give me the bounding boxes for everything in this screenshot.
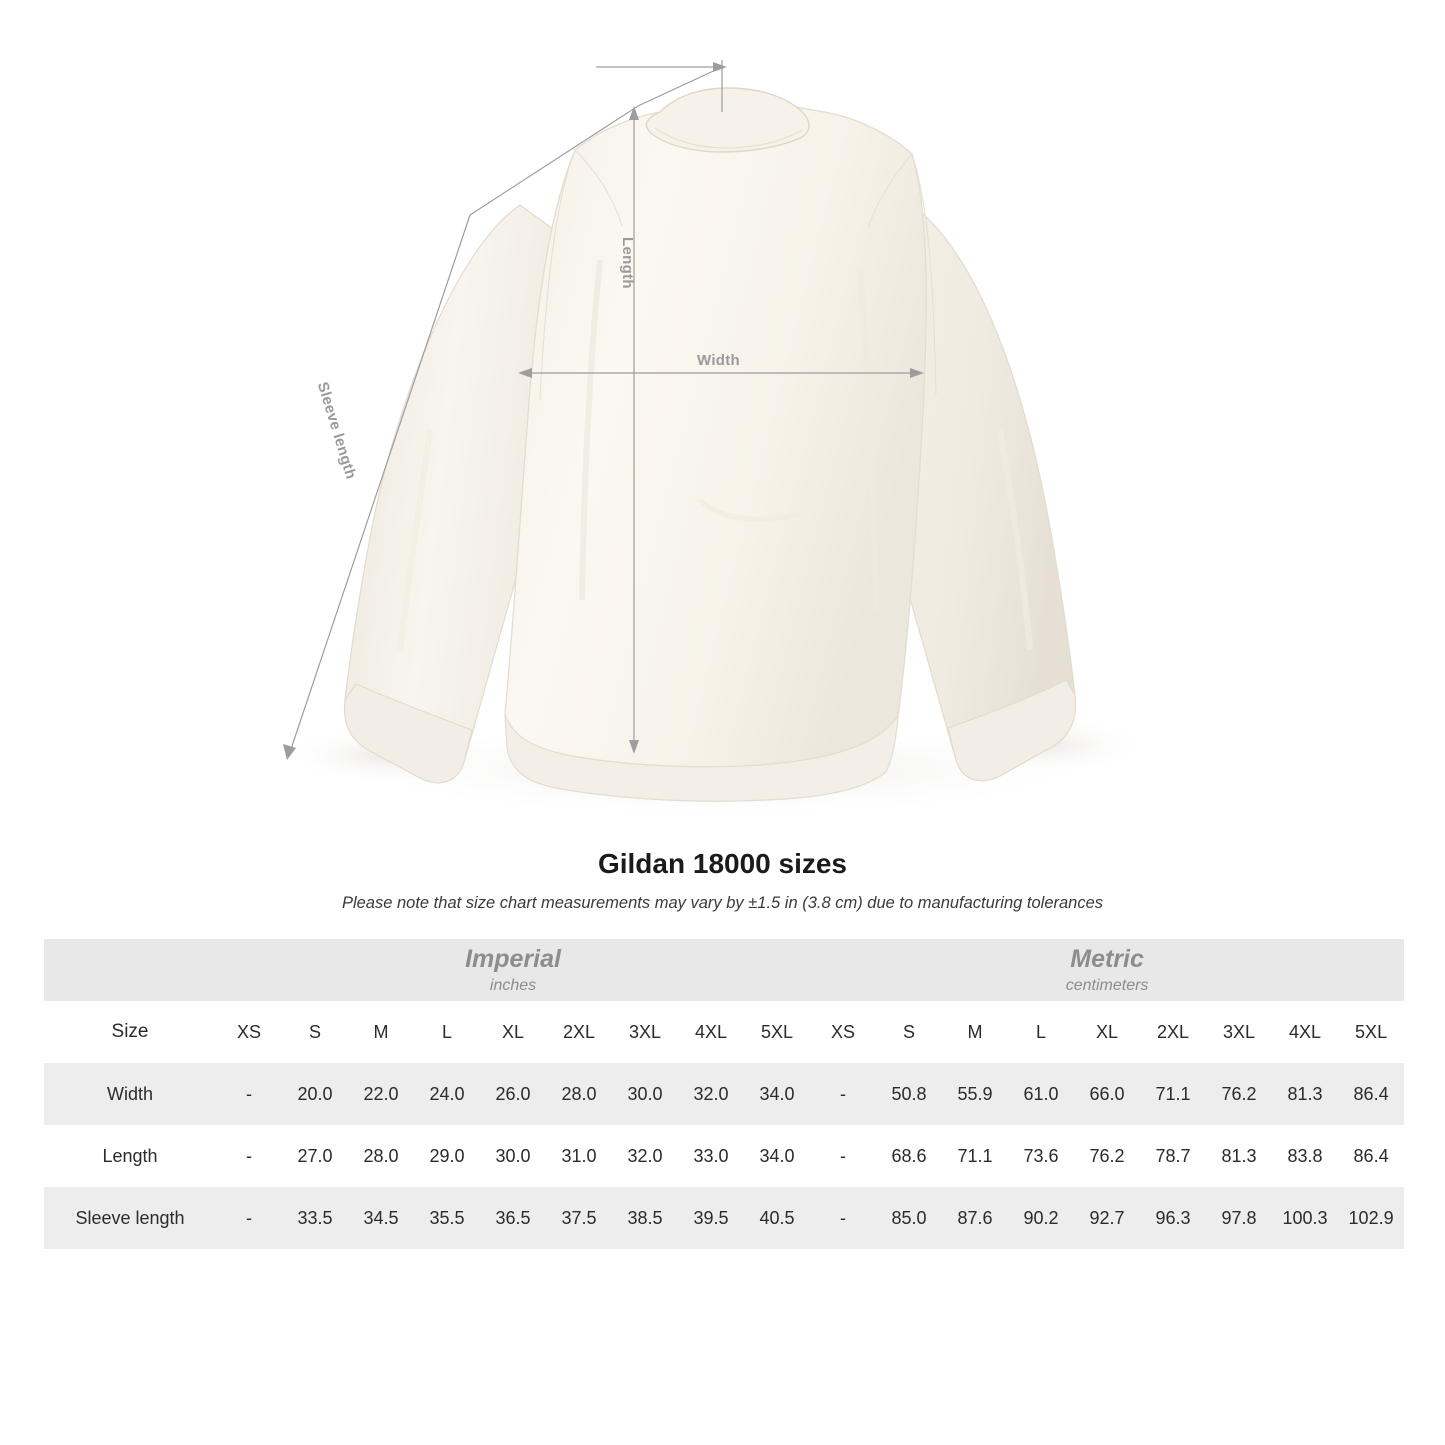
cell-sleeve-length-xl-metric: 92.7	[1074, 1187, 1140, 1249]
column-header-2xl-imperial: 2XL	[546, 1001, 612, 1063]
cell-length-2xl-metric: 78.7	[1140, 1125, 1206, 1187]
cell-length-l-imperial: 29.0	[414, 1125, 480, 1187]
table-row	[44, 1187, 1404, 1249]
column-header-xs-metric: XS	[810, 1001, 876, 1063]
cell-length-4xl-imperial: 33.0	[678, 1125, 744, 1187]
cell-width-3xl-imperial: 30.0	[612, 1063, 678, 1125]
cell-length-s-imperial: 27.0	[282, 1125, 348, 1187]
cell-sleeve-length-5xl-imperial: 40.5	[744, 1187, 810, 1249]
cell-width-xs-metric: -	[810, 1063, 876, 1125]
cell-length-3xl-metric: 81.3	[1206, 1125, 1272, 1187]
cell-length-m-metric: 71.1	[942, 1125, 1008, 1187]
system-header-row	[44, 939, 1404, 1001]
row-label-width: Width	[44, 1063, 216, 1125]
system-header-metric	[810, 939, 1404, 1001]
column-header-m-imperial: M	[348, 1001, 414, 1063]
column-header-xl-imperial: XL	[480, 1001, 546, 1063]
column-header-s-metric: S	[876, 1001, 942, 1063]
cell-length-5xl-metric: 86.4	[1338, 1125, 1404, 1187]
cell-length-xl-metric: 76.2	[1074, 1125, 1140, 1187]
cell-length-m-imperial: 28.0	[348, 1125, 414, 1187]
column-header-4xl-metric: 4XL	[1272, 1001, 1338, 1063]
column-header-row	[44, 1001, 1404, 1063]
cell-length-s-metric: 68.6	[876, 1125, 942, 1187]
cell-sleeve-length-xl-imperial: 36.5	[480, 1187, 546, 1249]
cell-length-5xl-imperial: 34.0	[744, 1125, 810, 1187]
row-label-sleeve-length: Sleeve length	[44, 1187, 216, 1249]
cell-sleeve-length-m-imperial: 34.5	[348, 1187, 414, 1249]
cell-length-l-metric: 73.6	[1008, 1125, 1074, 1187]
cell-sleeve-length-3xl-imperial: 38.5	[612, 1187, 678, 1249]
column-header-l-metric: L	[1008, 1001, 1074, 1063]
column-header-s-imperial: S	[282, 1001, 348, 1063]
table-row	[44, 1063, 1404, 1125]
cell-sleeve-length-xs-imperial: -	[216, 1187, 282, 1249]
column-header-5xl-metric: 5XL	[1338, 1001, 1404, 1063]
cell-width-5xl-imperial: 34.0	[744, 1063, 810, 1125]
cell-width-s-imperial: 20.0	[282, 1063, 348, 1125]
cell-width-2xl-metric: 71.1	[1140, 1063, 1206, 1125]
cell-width-5xl-metric: 86.4	[1338, 1063, 1404, 1125]
column-header-4xl-imperial: 4XL	[678, 1001, 744, 1063]
cell-width-xl-imperial: 26.0	[480, 1063, 546, 1125]
cell-width-4xl-metric: 81.3	[1272, 1063, 1338, 1125]
column-header-l-imperial: L	[414, 1001, 480, 1063]
system-header-spacer	[44, 939, 216, 1001]
cell-length-xs-imperial: -	[216, 1125, 282, 1187]
cell-length-3xl-imperial: 32.0	[612, 1125, 678, 1187]
size-chart-table	[44, 939, 1404, 1249]
cell-width-3xl-metric: 76.2	[1206, 1063, 1272, 1125]
column-header-m-metric: M	[942, 1001, 1008, 1063]
size-chart-table-wrapper	[0, 939, 1445, 1249]
cell-sleeve-length-2xl-metric: 96.3	[1140, 1187, 1206, 1249]
system-unit: centimeters	[1065, 976, 1149, 994]
cell-sleeve-length-3xl-metric: 97.8	[1206, 1187, 1272, 1249]
cell-length-2xl-imperial: 31.0	[546, 1125, 612, 1187]
cell-sleeve-length-4xl-metric: 100.3	[1272, 1187, 1338, 1249]
column-header-xl-metric: XL	[1074, 1001, 1140, 1063]
cell-sleeve-length-m-metric: 87.6	[942, 1187, 1008, 1249]
cell-sleeve-length-s-imperial: 33.5	[282, 1187, 348, 1249]
length-label: Length	[619, 237, 636, 289]
cell-width-m-metric: 55.9	[942, 1063, 1008, 1125]
system-header-imperial	[216, 939, 810, 1001]
cell-width-xl-metric: 66.0	[1074, 1063, 1140, 1125]
title-block	[0, 848, 1445, 913]
cell-length-4xl-metric: 83.8	[1272, 1125, 1338, 1187]
column-header-2xl-metric: 2XL	[1140, 1001, 1206, 1063]
cell-width-xs-imperial: -	[216, 1063, 282, 1125]
column-header-size: Size	[44, 1001, 216, 1063]
column-header-xs-imperial: XS	[216, 1001, 282, 1063]
cell-length-xl-imperial: 30.0	[480, 1125, 546, 1187]
cell-sleeve-length-5xl-metric: 102.9	[1338, 1187, 1404, 1249]
cell-sleeve-length-4xl-imperial: 39.5	[678, 1187, 744, 1249]
cell-sleeve-length-s-metric: 85.0	[876, 1187, 942, 1249]
cell-length-xs-metric: -	[810, 1125, 876, 1187]
tolerance-note: Please note that size chart measurements may vary by ±1.5 in (3.8 cm) due to manufacturing tolerances	[341, 894, 1104, 912]
cell-width-4xl-imperial: 32.0	[678, 1063, 744, 1125]
cell-sleeve-length-2xl-imperial: 37.5	[546, 1187, 612, 1249]
column-header-5xl-imperial: 5XL	[744, 1001, 810, 1063]
column-header-3xl-imperial: 3XL	[612, 1001, 678, 1063]
sleeve-length-label: Sleeve length	[313, 380, 360, 482]
system-name: Metric	[1070, 945, 1144, 974]
system-unit: inches	[489, 976, 537, 994]
cell-width-2xl-imperial: 28.0	[546, 1063, 612, 1125]
column-header-3xl-metric: 3XL	[1206, 1001, 1272, 1063]
row-label-length: Length	[44, 1125, 216, 1187]
cell-width-m-imperial: 22.0	[348, 1063, 414, 1125]
cell-width-s-metric: 50.8	[876, 1063, 942, 1125]
cell-width-l-imperial: 24.0	[414, 1063, 480, 1125]
cell-sleeve-length-xs-metric: -	[810, 1187, 876, 1249]
width-label: Width	[697, 352, 741, 369]
page-title: Gildan 18000 sizes	[597, 848, 848, 879]
cell-sleeve-length-l-metric: 90.2	[1008, 1187, 1074, 1249]
system-name: Imperial	[465, 945, 561, 974]
cell-sleeve-length-l-imperial: 35.5	[414, 1187, 480, 1249]
table-row	[44, 1125, 1404, 1187]
cell-width-l-metric: 61.0	[1008, 1063, 1074, 1125]
